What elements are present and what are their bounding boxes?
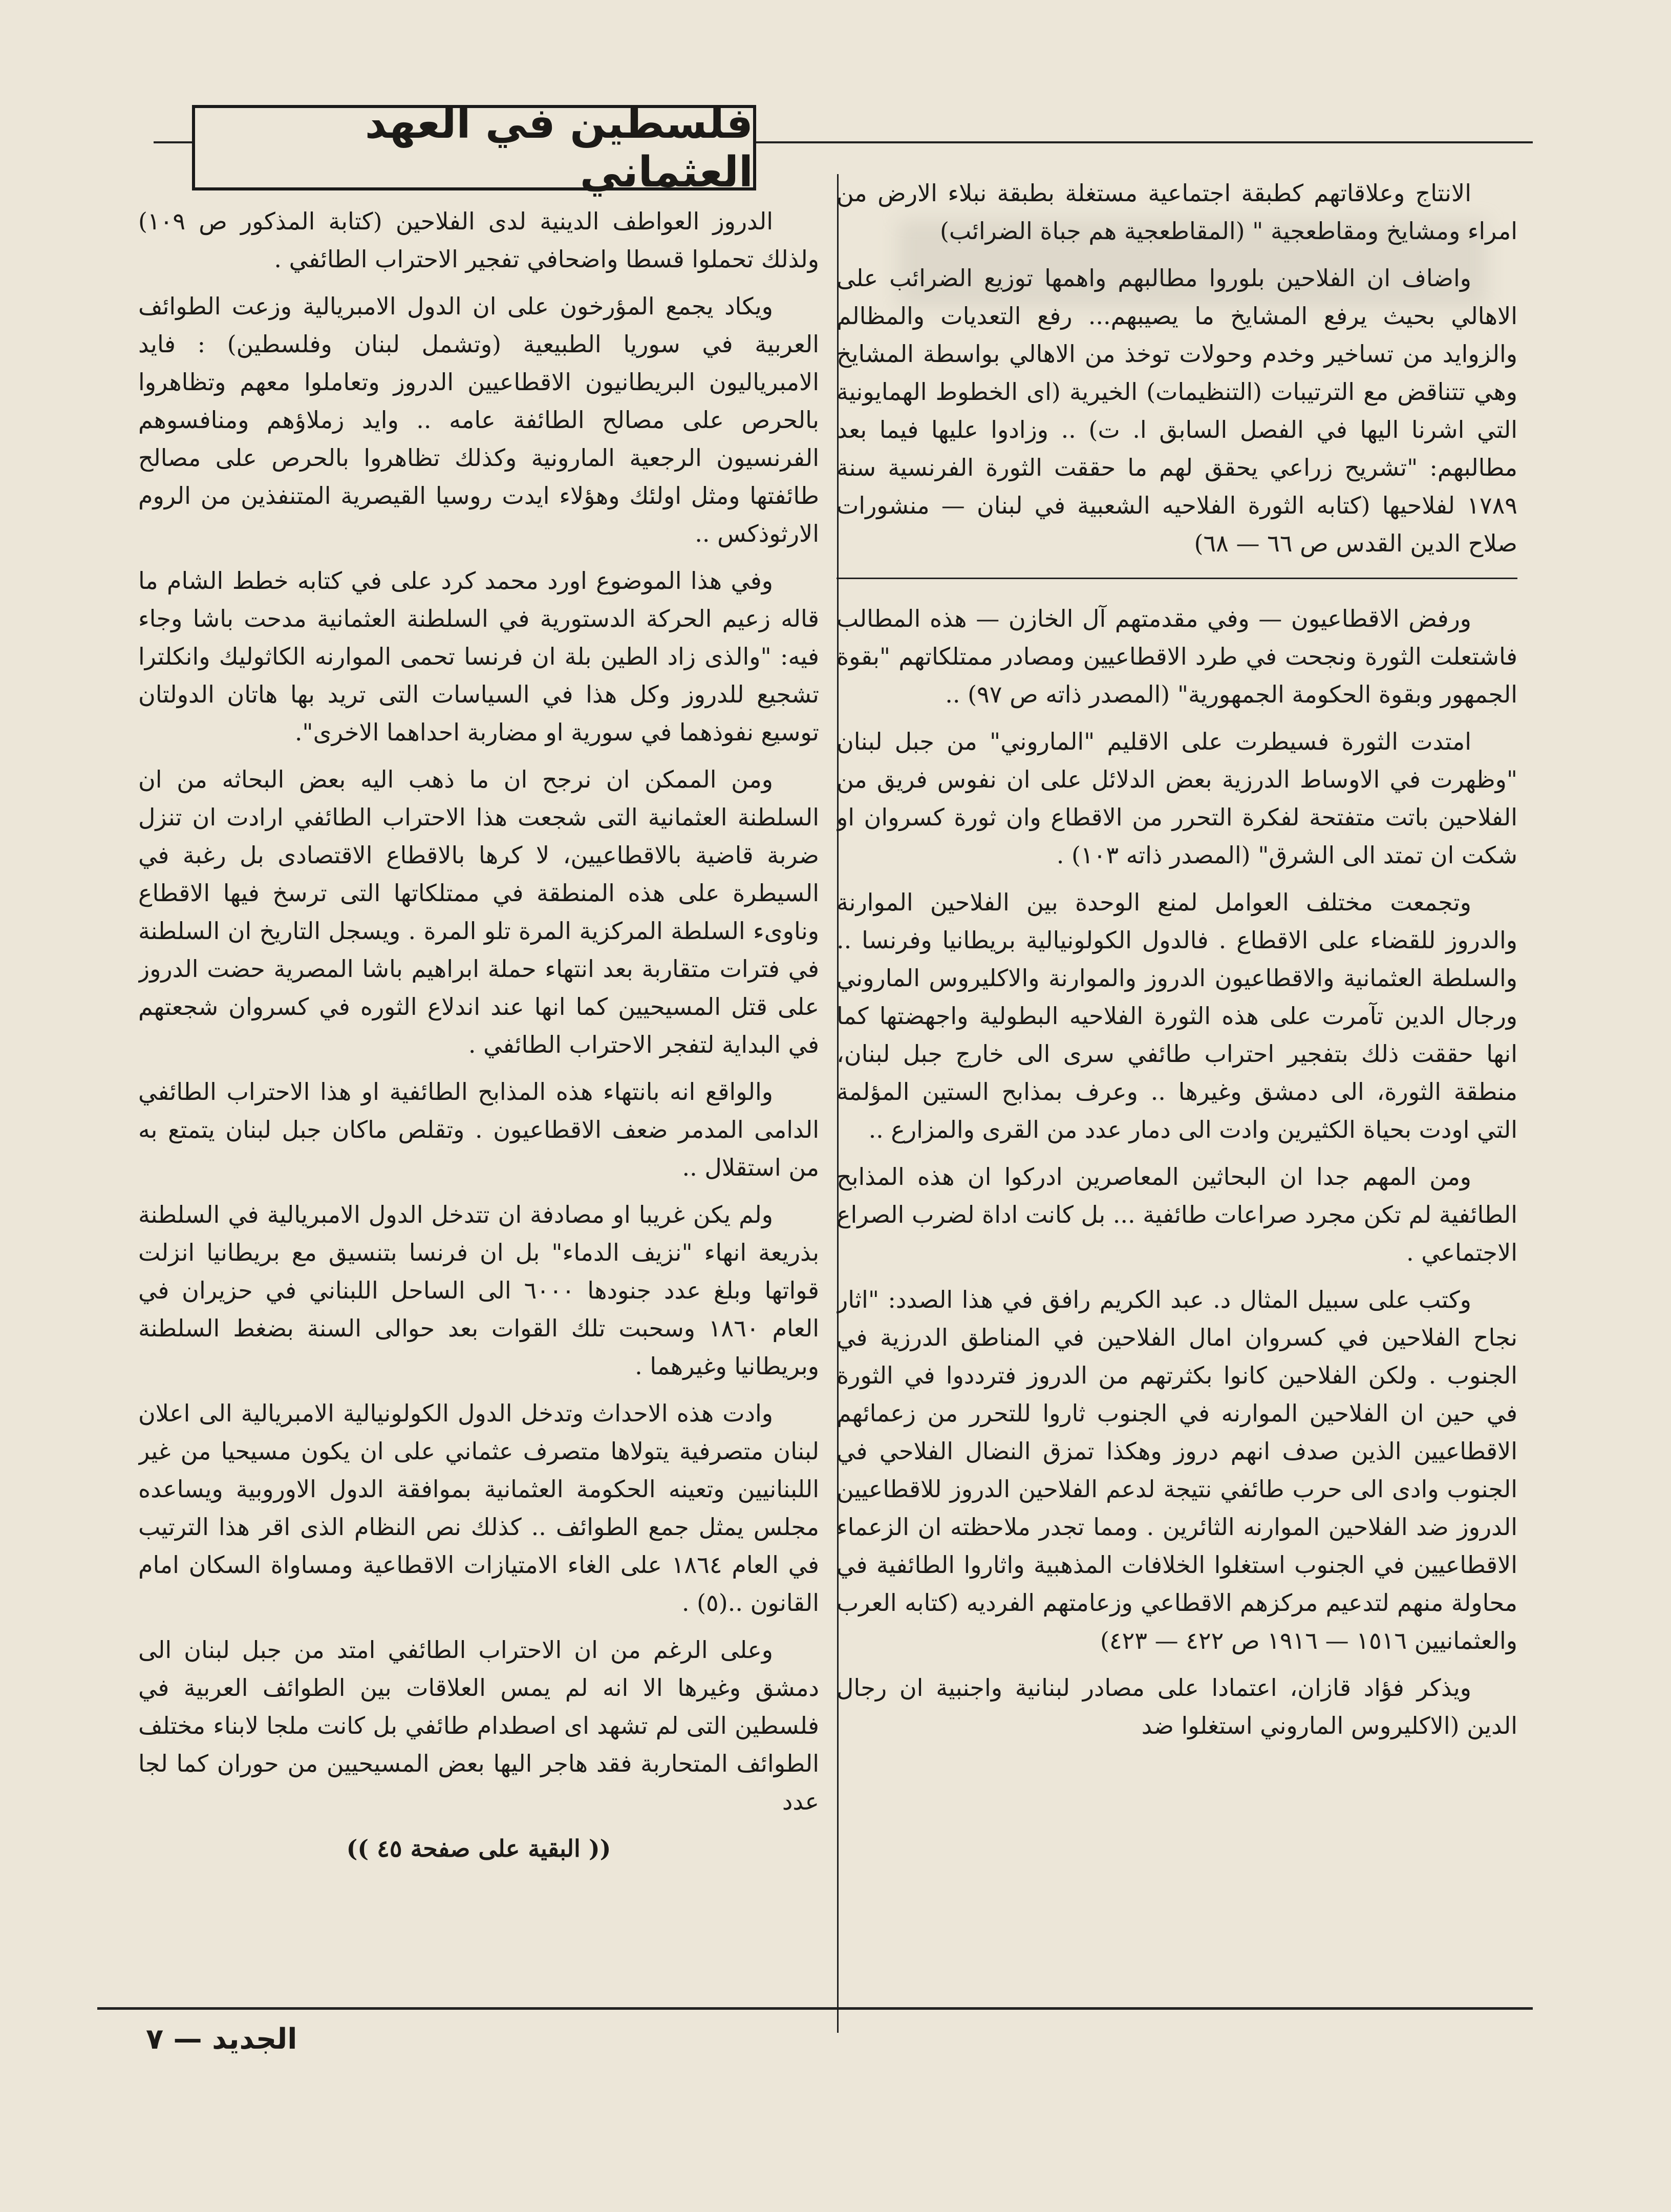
paragraph: ومن المهم جدا ان البحاثين المعاصرين ادركوا ان هذه المذابح الطائفية لم تكن مجرد صراعات طائفية ... بل كانت اداة لضرب الصراع الاجتماعي . — [837, 1163, 1517, 1266]
paragraph: امتدت الثورة فسيطرت على الاقليم "الماروني" من جبل لبنان "وظهرت في الاوساط الدرزية بعض الدلائل على ان نفوس فريق من الفلاحين باتت متفتحة لفكرة التحرر من الاقطاع وان ثورة كسروان او شكت ان تمتد الى الشرق" (المصدر ذاته ١٠٣) . — [837, 728, 1517, 869]
paragraph: ويكاد يجمع المؤرخون على ان الدول الامبريالية وزعت الطوائف العربية في سوريا الطبيعية (وتشمل لبنان وفلسطين) : فايد الامبرياليون البريطانيون الاقطاعيين الدروز وتعاملوا معهم وتظاهروا بالحرص على مصالح الطائفة عامه .. وايد زملاؤهم ومنافسوهم الفرنسيون الرجعية المارونية وكذلك تظاهروا بالحرص على مصالح طائفتها ومثل اولئك وهؤلاء ايدت روسيا القيصرية المتنفذين من الروم الارثوذكس .. — [138, 292, 819, 547]
paragraph: ويذكر فؤاد قازان، اعتمادا على مصادر لبنانية واجنبية ان رجال الدين (الاكليروس الماروني استغلوا ضد — [837, 1674, 1517, 1739]
footer-rule — [97, 2007, 1533, 2010]
paragraph: الدروز العواطف الدينية لدى الفلاحين (كتابة المذكور ص ١٠٩) ولذلك تحملوا قسطا واضحافي تفجير الاحتراب الطائفي . — [138, 207, 819, 273]
paragraph: وادت هذه الاحداث وتدخل الدول الكولونيالية الامبريالية الى اعلان لبنان متصرفية يتولاها متصرف عثماني على ان يكون مسيحيا من غير اللبنانيين وتعينه الحكومة العثمانية بموافقة الدول الاوروبية ويساعده مجلس يمثل جمع الطوائف .. كذلك نص النظام الذى اقر هذا الترتيب في العام ١٨٦٤ على الغاء الامتيازات الاقطاعية ومساواة السكان امام القانون ..(٥) . — [138, 1399, 819, 1617]
column-divider — [837, 174, 839, 2033]
section-separator — [837, 578, 1517, 579]
right-column — [837, 174, 1517, 2033]
left-column — [138, 202, 819, 2033]
paragraph: ولم يكن غريبا او مصادفة ان تتدخل الدول الامبريالية في السلطنة بذريعة انهاء "نزيف الدماء" بل ان فرنسا بتنسيق مع بريطانيا انزلت قواتها وبلغ عدد جنودها ٦٠٠٠ الى الساحل اللبناني في حزيران في العام ١٨٦٠ وسحبت تلك القوات بعد حوالى السنة بضغط السلطنة وبريطانيا وغيرهما . — [138, 1201, 819, 1380]
paragraph: وفي هذا الموضوع اورد محمد كرد على في كتابه خطط الشام ما قاله زعيم الحركة الدستورية في السلطنة العثمانية مدحت باشا وجاء فيه: "والذى زاد الطين بلة ان فرنسا تحمى الموارنه الكاثوليك وانكلترا تشجيع للدروز وكل هذا في السياسات التى تريد بها هاتان الدولتان توسيع نفوذهما في سورية او مضاربة احداهما الاخرى". — [138, 567, 819, 746]
paragraph: واضاف ان الفلاحين بلوروا مطالبهم واهمها توزيع الضرائب على الاهالي بحيث يرفع المشايخ ما يصيبهم... رفع التعديات والمظالم والزوايد من تساخير وخدم وحولات توخذ من الاهالي بواسطة المشايخ وهي تتناقض مع الترتيبات (التنظيمات) الخيرية (اى الخطوط الهمايونية التي اشرنا اليها في الفصل السابق ا. ت) .. وزادوا عليها فيما بعد مطالبهم: "تشريح زراعي يحقق لهم ما حققت الثورة الفرنسية سنة ١٧٨٩ لفلاحيها (كتابه الثورة الفلاحيه الشعبية في لبنان — منشورات صلاح الدين القدس ص ٦٦ — ٦٨) — [837, 264, 1517, 557]
paragraph: والواقع انه بانتهاء هذه المذابح الطائفية او هذا الاحتراب الطائفي الدامى المدمر ضعف الاقطاعيون . وتقلص ماكان جبل لبنان يتمتع به من استقلال .. — [138, 1078, 819, 1181]
paragraph: الانتاج وعلاقاتهم كطبقة اجتماعية مستغلة بطبقة نبلاء الارض من امراء ومشايخ ومقاطعجية " (المقاطعجية هم جباة الضرائب) — [837, 179, 1517, 245]
article-title: فلسطين في العهد العثماني — [365, 99, 753, 197]
paragraph: وكتب على سبيل المثال د. عبد الكريم رافق في هذا الصدد: "اثار نجاح الفلاحين في كسروان امال الفلاحين في المناطق الدرزية في الجنوب . ولكن الفلاحين كانوا بكثرتهم من الدروز فترددوا في الثورة في حين ان الفلاحين الموارنه في الجنوب ثاروا للتحرر من زعمائهم الاقطاعيين الذين صدف انهم دروز وهكذا تمزق النضال الفلاحي في الجنوب وادى الى حرب طائفي نتيجة لدعم الفلاحين الدروز للاقطاعيين الدروز ضد الفلاحين الموارنه الثائرين . ومما تجدر ملاحظته ان الزعماء الاقطاعيين في الجنوب استغلوا الخلافات المذهبية واثاروا الطائفية في محاولة منهم لتدعيم مركزهم الاقطاعي وزعامتهم الفرديه (كتابه العرب والعثمانيين ١٥١٦ — ١٩١٦ ص ٤٢٢ — ٤٢٣) — [837, 1286, 1517, 1654]
paragraph: ومن الممكن ان نرجح ان ما ذهب اليه بعض البحاثه من ان السلطنة العثمانية التى شجعت هذا الاحتراب الطائفي ارادت ان تنزل ضربة قاضية بالاقطاعيين، لا كرها بالاقطاع الاقتصادى بل رغبة في السيطرة على هذه المنطقة في ممتلكاتها التى ترسخ فيها الاقطاع وناوىء السلطة المركزية المرة تلو المرة . ويسجل التاريخ ان السلطنة في فترات متقاربة بعد انتهاء حملة ابراهيم باشا المصرية حضت الدروز على قتل المسيحيين كما انها عند اندلاع الثوره في كسروان شجعتهم في البداية لتفجر الاحتراب الطائفي . — [138, 765, 819, 1058]
article-title-box — [192, 99, 756, 197]
paragraph: ورفض الاقطاعيون — وفي مقدمتهم آل الخازن — هذه المطالب فاشتعلت الثورة ونجحت في طرد الاقطاعيين ومصادر ممتلكاتهم "بقوة الجمهور وبقوة الحكومة الجمهورية" (المصدر ذاته ص ٩٧) .. — [837, 605, 1517, 708]
paragraph: وتجمعت مختلف العوامل لمنع الوحدة بين الفلاحين الموارنة والدروز للقضاء على الاقطاع . فالدول الكولونيالية بريطانيا وفرنسا .. والسلطة العثمانية والاقطاعيون الدروز والموارنة والاكليروس الماروني ورجال الدين تآمرت على هذه الثورة الفلاحيه البطولية واجهضتها كما انها حققت ذلك بتفجير احتراب طائفي سرى الى خارج جبل لبنان، منطقة الثورة، الى دمشق وغيرها .. وعرف بمذابح الستين المؤلمة التي اودت بحياة الكثيرين وادت الى دمار عدد من القرى والمزارع .. — [837, 888, 1517, 1143]
paragraph: وعلى الرغم من ان الاحتراب الطائفي امتد من جبل لبنان الى دمشق وغيرها الا انه لم يمس العلاقات بين الطوائف العربية في فلسطين التى لم تشهد اى اصطدام طائفي بل كانت ملجا لابناء مختلف الطوائف المتحاربة فقد هاجر اليها بعض المسيحيين من حوران كما لجا عدد — [138, 1636, 819, 1815]
continued-note: (( البقية على صفحة ٤٥ )) — [346, 1835, 611, 1862]
page-footer: الجديد — ٧ — [146, 2023, 297, 2056]
